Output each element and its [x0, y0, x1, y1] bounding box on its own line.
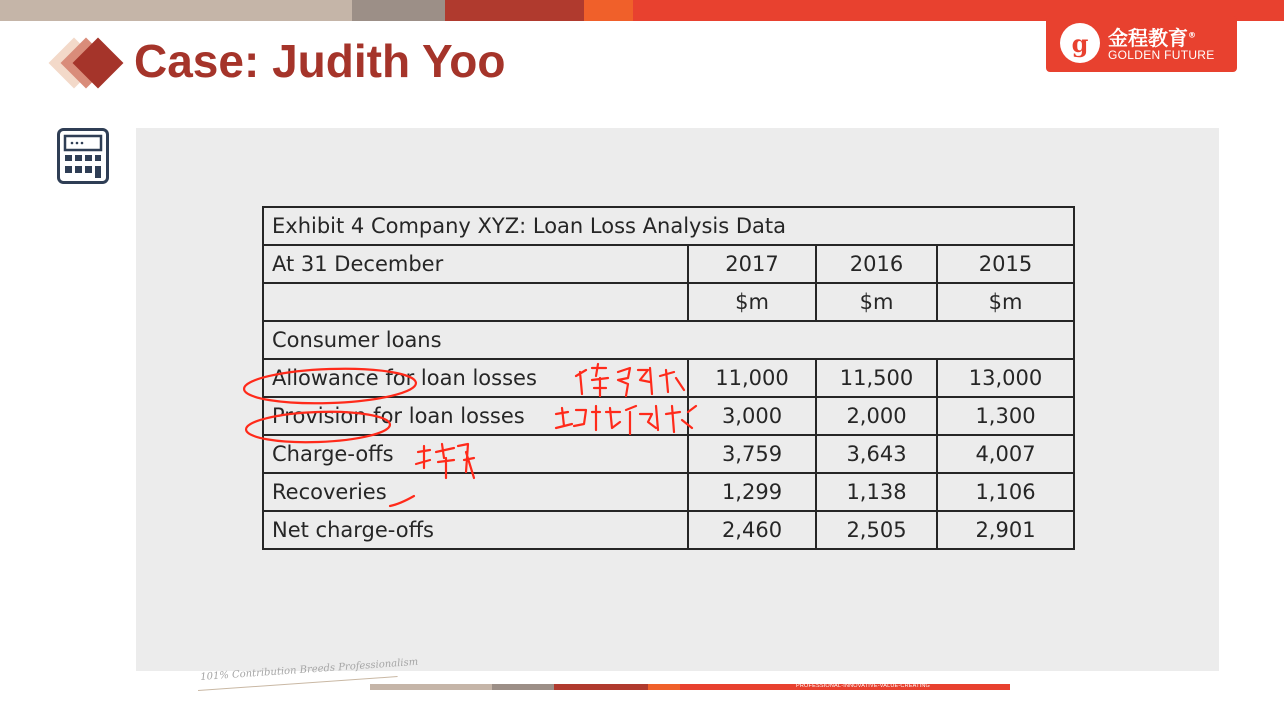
logo-mark-icon: g [1060, 23, 1100, 63]
calculator-icon [57, 128, 109, 184]
value-cell: 4,007 [937, 435, 1074, 473]
golden-future-logo [1046, 16, 1237, 72]
table-row [263, 397, 1074, 435]
value-cell: 1,106 [937, 473, 1074, 511]
table-caption: Exhibit 4 Company XYZ: Loan Loss Analysis Data [263, 207, 1074, 245]
row-label: Provision for loan losses [263, 397, 688, 435]
logo-english-name: GOLDEN FUTURE [1108, 48, 1215, 62]
logo-chinese-name: 金程教育 [1108, 26, 1188, 50]
table-row [263, 435, 1074, 473]
value-cell: 2,505 [816, 511, 937, 549]
table-caption-row [263, 207, 1074, 245]
date-label: At 31 December [263, 245, 688, 283]
value-cell: 3,643 [816, 435, 937, 473]
row-label: Allowance for loan losses [263, 359, 688, 397]
value-cell: 3,759 [688, 435, 816, 473]
section-row [263, 321, 1074, 359]
value-cell: 1,138 [816, 473, 937, 511]
value-cell: 11,500 [816, 359, 937, 397]
table-row [263, 511, 1074, 549]
page-title: Case: Judith Yoo [134, 35, 506, 87]
row-label: Recoveries [263, 473, 688, 511]
value-cell: 2,460 [688, 511, 816, 549]
year-header: 2015 [937, 245, 1074, 283]
value-cell: 2,901 [937, 511, 1074, 549]
unit-cell: $m [816, 283, 937, 321]
footer-tagline: PROFESSIONAL-INNOVATIVE-VALUE-CREATING [796, 683, 931, 689]
section-label: Consumer loans [263, 321, 1074, 359]
year-header: 2017 [688, 245, 816, 283]
table-header-row [263, 245, 1074, 283]
row-label: Charge-offs [263, 435, 688, 473]
row-label: Net charge-offs [263, 511, 688, 549]
value-cell: 1,299 [688, 473, 816, 511]
value-cell: 3,000 [688, 397, 816, 435]
registered-mark: ® [1188, 30, 1196, 40]
table-row [263, 359, 1074, 397]
value-cell: 1,300 [937, 397, 1074, 435]
value-cell: 13,000 [937, 359, 1074, 397]
loan-loss-table [262, 206, 1075, 550]
table-row [263, 473, 1074, 511]
year-header: 2016 [816, 245, 937, 283]
unit-cell: $m [937, 283, 1074, 321]
diamond-icon [48, 30, 128, 96]
value-cell: 11,000 [688, 359, 816, 397]
units-label [263, 283, 688, 321]
unit-cell: $m [688, 283, 816, 321]
footer-slogan: 101% Contribution Breeds Professionalism [200, 656, 419, 683]
value-cell: 2,000 [816, 397, 937, 435]
units-row [263, 283, 1074, 321]
